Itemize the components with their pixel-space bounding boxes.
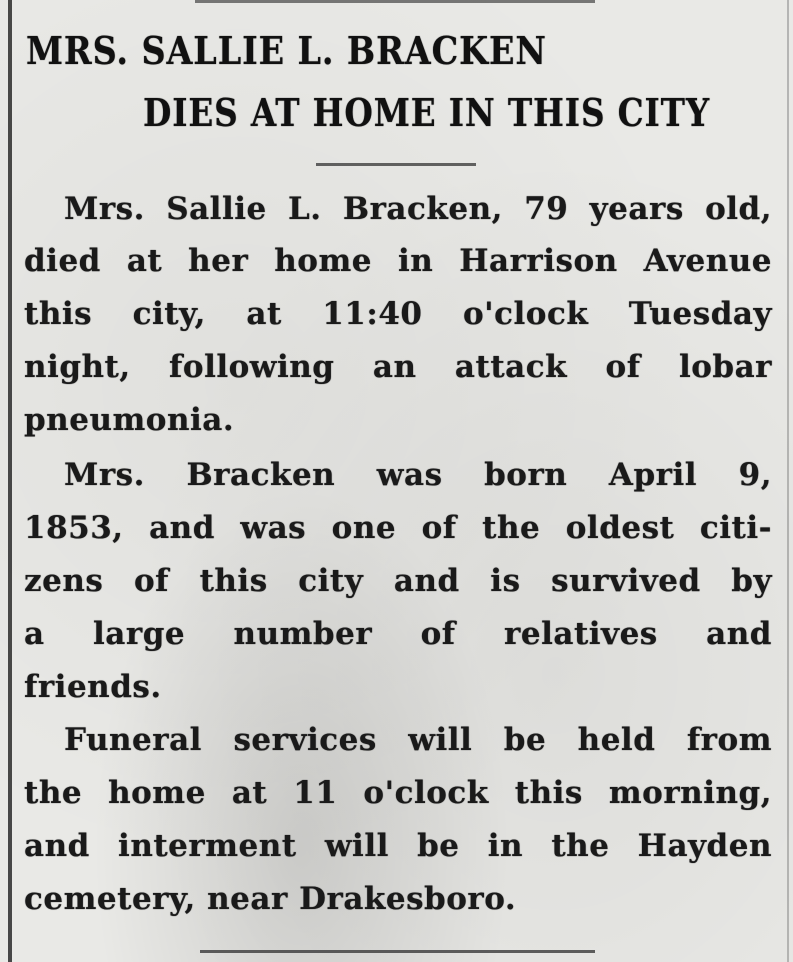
paragraph-1-line-2: died at her home in Harrison Avenue [24,243,772,279]
paragraph-1-line-4: night, following an attack of lobar [24,349,772,385]
bottom-rule [200,950,595,953]
paragraph-3-line-3: and interment will be in the Hayden [24,828,772,864]
paragraph-3-line-4: cemetery, near Drakesboro. [24,881,517,917]
headline-line-1: MRS. SALLIE L. BRACKEN [26,28,547,73]
paragraph-2-line-5: friends. [24,669,162,705]
column-rule-left [8,0,12,962]
paragraph-3-line-2: the home at 11 o'clock this morning, [24,775,772,811]
paragraph-2-line-4: a large number of relatives and [24,616,772,652]
top-rule [195,0,595,3]
headline-divider [316,163,476,166]
headline-line-2: DIES AT HOME IN THIS CITY [143,90,711,135]
column-rule-right [787,0,789,962]
paragraph-2-line-1: Mrs. Bracken was born April 9, [64,457,772,493]
paragraph-1-line-3: this city, at 11:40 o'clock Tuesday [24,296,772,332]
paragraph-3-line-1: Funeral services will be held from [64,722,772,758]
paragraph-2-line-2: 1853, and was one of the oldest citi- [24,510,772,546]
paragraph-1-line-5: pneumonia. [24,402,235,438]
paragraph-1-line-1: Mrs. Sallie L. Bracken, 79 years old, [64,191,772,227]
paragraph-2-line-3: zens of this city and is survived by [24,563,772,599]
